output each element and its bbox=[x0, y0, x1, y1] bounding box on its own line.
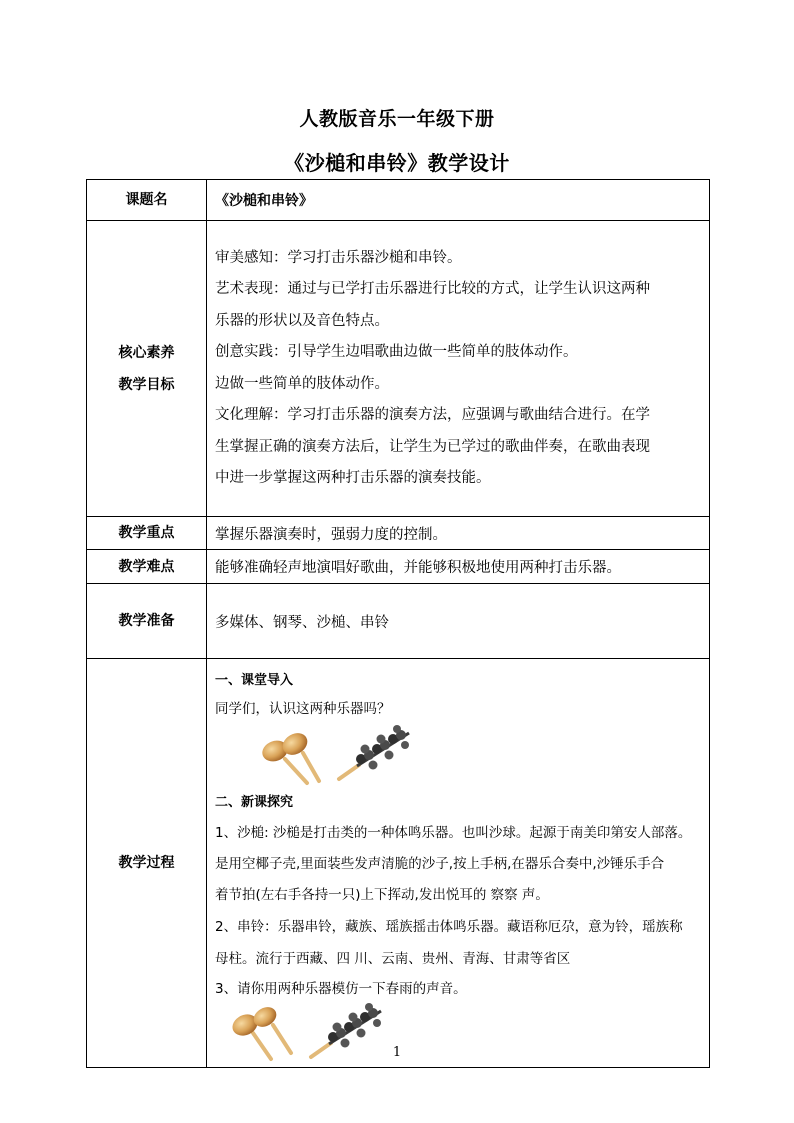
preparation-value: 多媒体、钢琴、沙槌、串铃 bbox=[207, 584, 710, 659]
process-line: 1、沙槌: 沙槌是打击类的一种体鸣乐器。也叫沙球。起源于南美印第安人部落。 bbox=[215, 825, 692, 841]
lesson-plan-table bbox=[86, 179, 710, 1068]
document-subtitle: 《沙槌和串铃》教学设计 bbox=[284, 151, 510, 175]
goals-label-line1: 核心素养 bbox=[118, 344, 175, 361]
goal-line: 乐器的形状以及音色特点。 bbox=[215, 312, 389, 329]
page-number: 1 bbox=[392, 1045, 402, 1060]
process-content bbox=[207, 659, 710, 1068]
difficulty-value: 能够准确轻声地演唱好歌曲，并能够积极地使用两种打击乐器。 bbox=[207, 550, 710, 584]
preparation-label: 教学准备 bbox=[87, 584, 207, 659]
goal-line: 创意实践：引导学生边唱歌曲边做一些简单的肢体动作。 bbox=[215, 344, 578, 360]
process-line: 着节拍(左右手各持一只)上下挥动,发出悦耳的 察察 声。 bbox=[215, 887, 549, 903]
topic-row bbox=[87, 180, 710, 221]
section2-heading: 二、新课探究 bbox=[215, 795, 294, 810]
goal-line: 边做一些简单的肢体动作。 bbox=[215, 375, 389, 392]
goal-line: 中进一步掌握这两种打击乐器的演奏技能。 bbox=[215, 470, 491, 486]
process-line: 3、请你用两种乐器模仿一下春雨的声音。 bbox=[215, 981, 467, 997]
key-point-row bbox=[87, 517, 710, 550]
sleigh-bells-icon bbox=[335, 725, 419, 785]
goals-content bbox=[207, 221, 710, 517]
process-line: 是用空椰子壳,里面装些发声清脆的沙子,按上手柄,在器乐合奏中,沙锤乐手合 bbox=[215, 856, 665, 872]
preparation-row bbox=[87, 584, 710, 659]
key-point-label: 教学重点 bbox=[87, 517, 207, 550]
process-row bbox=[87, 659, 710, 1068]
key-point-value: 掌握乐器演奏时，强弱力度的控制。 bbox=[207, 517, 710, 550]
difficulty-label: 教学难点 bbox=[87, 550, 207, 584]
section1-question: 同学们，认识这两种乐器吗？ bbox=[215, 701, 391, 717]
topic-value: 《沙槌和串铃》 bbox=[207, 180, 710, 221]
difficulty-row bbox=[87, 550, 710, 584]
document-title: 人教版音乐一年级下册 bbox=[299, 108, 495, 130]
process-label: 教学过程 bbox=[87, 659, 207, 1068]
section1-heading: 一、课堂导入 bbox=[215, 673, 294, 688]
process-line: 2、串铃：乐器串铃，藏族、瑶族摇击体鸣乐器。藏语称厄尕，意为铃，瑶族称 bbox=[215, 919, 683, 935]
goal-line: 生掌握正确的演奏方法后，让学生为已学过的歌曲伴奏，在歌曲表现 bbox=[215, 438, 650, 455]
goal-line: 艺术表现：通过与已学打击乐器进行比较的方式，让学生认识这两种 bbox=[215, 281, 650, 297]
process-line: 母柱。流行于西藏、四 川、云南、贵州、青海、甘肃等省区 bbox=[215, 951, 571, 967]
goals-label bbox=[87, 221, 207, 517]
goals-label-line2: 教学目标 bbox=[118, 376, 175, 393]
goals-row bbox=[87, 221, 710, 517]
goal-line: 审美感知：学习打击乐器沙槌和串铃。 bbox=[215, 249, 462, 266]
topic-label: 课题名 bbox=[87, 180, 207, 221]
goal-line: 文化理解：学习打击乐器的演奏方法，应强调与歌曲结合进行。在学 bbox=[215, 407, 650, 423]
